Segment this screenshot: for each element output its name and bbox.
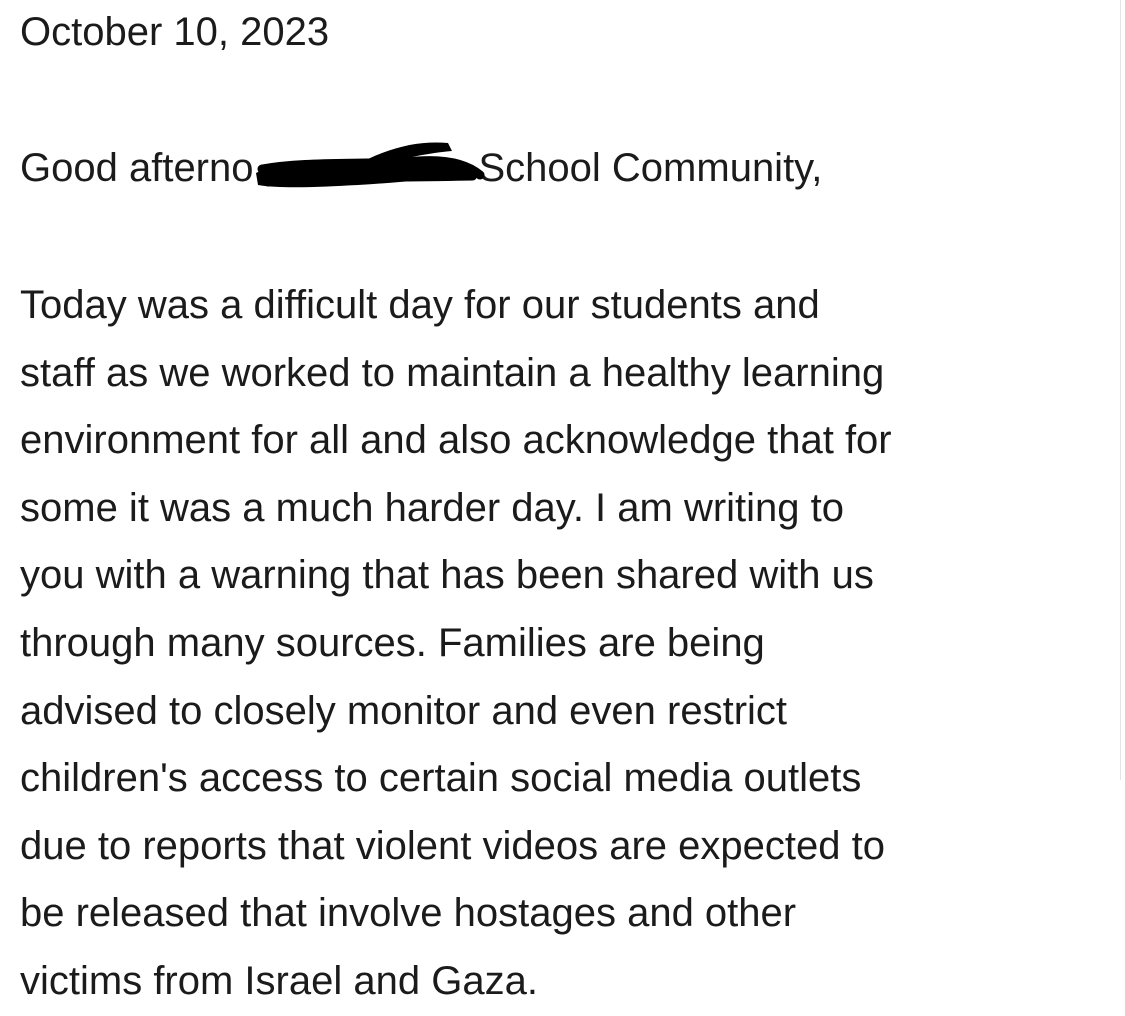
body-line: some it was a much harder day. I am writing to (20, 485, 845, 530)
body-line: advised to closely monitor and even restrict (20, 688, 788, 733)
letter-body (20, 272, 1115, 1016)
letter-date: October 10, 2023 (20, 10, 330, 54)
body-line: victims from Israel and Gaza. (20, 958, 538, 1003)
redaction-mark (254, 147, 479, 187)
body-line: environment for all and also acknowledge that for (20, 418, 892, 463)
body-line: Today was a difficult day for our students and (20, 283, 820, 327)
body-line: through many sources. Families are being (20, 620, 765, 665)
page-edge-divider (1120, 0, 1121, 780)
body-line: staff as we worked to maintain a healthy learning (20, 350, 885, 395)
body-line: due to reports that violent videos are expected to (20, 823, 885, 868)
body-line: you with a warning that has been shared with us (20, 553, 874, 598)
body-line: children's access to certain social media outlets (20, 756, 862, 801)
greeting-text-end: School Community, (478, 146, 823, 190)
greeting-text-start: Good afterno (20, 146, 254, 190)
letter-greeting (20, 142, 822, 194)
body-line: be released that involve hostages and other (20, 891, 797, 936)
